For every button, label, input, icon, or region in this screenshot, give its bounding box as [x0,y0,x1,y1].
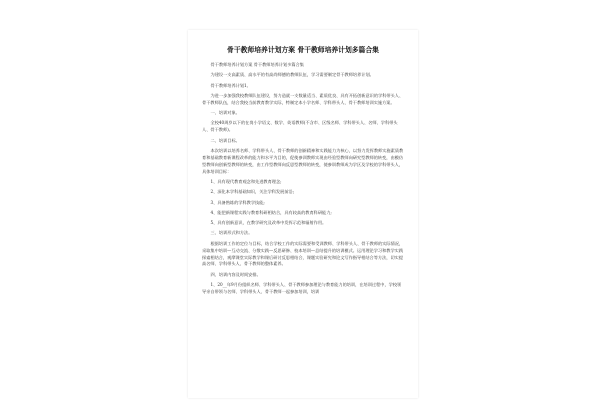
paragraph: 为建设一支高素质、高水平的有高尚师德的教师队伍，学习需要制定骨干教师培养计划。 [210,72,374,78]
list-item: 4、能把新课程实践与教育科研相结合，具有较高的教育科研能力; [210,209,332,215]
list-item: 1、具有现代教育观念和先进教育理念; [210,178,282,184]
document-page [188,30,418,398]
list-item: 2、深化本学科基础知识，关注学科发展前沿; [210,189,295,195]
paragraph: 根据培训工作的定位与目标，结合学校工作的实际需要和受训教师、学科带头人、骨干教师的实际情况，采取集中培训—互动交流、分散实践—反思研修、校本培训—总结提升的培训模式。运用理论学习和教学实践探索相结合，观摩课堂实际教学和课后研讨反思相结合，课题实验研究和论文写作指导相结合等方法，切实提高名师、学科带头人、骨干教师的整体素养。 [202,240,404,267]
document-body [202,62,404,299]
document-title: 骨干教师培养计划方案 骨干教师培养计划多篇合集 [227,46,379,54]
section-heading: 一、培训对象。 [210,110,240,116]
paragraph: 骨干教师培养计划1。 [210,82,251,88]
paragraph: 全校40周岁以下的在岗小学语文、数学、英语教师(不含市、区级名师、学科带头人、名师、学科带头人、骨干教师)。 [202,120,398,133]
section-heading: 三、培训形式和方法。 [210,230,253,236]
section-heading: 四、培训内容及时间安排。 [210,271,261,277]
paragraph: 骨干教师培养计划方案 骨干教师培养计划多篇合集 [210,62,304,67]
paragraph: 本次培训以培养名师、学科带头人、骨干教师的创新精神和实践能力为核心，以努力发挥教师实施素质教育和基础教育新课程改革的能力和水平为目的，促使参训教师实现由经验型教师向研究型教师的转变，由模仿型教师向创新型教师的转变，由工作型教师向反思型教师的转变，使参训教师成为学区及学校的学科带头人，具体培训目标： [202,147,404,174]
list-item: 3、具备熟练的学科教学技能; [210,199,265,205]
list-item: 5、具有创新意识，在教学研究及改革中发挥示范和辐射作用。 [210,220,327,226]
section-heading: 二、培训目标。 [210,137,240,143]
paragraph: 为进一步加强我校教师队伍建设，努力造就一支数量适当、素质优良、具有开拓创新意识的学科带头人、骨干教师队伍，结合我校当前教育教学实际，特制定本小学名师、学科带头人、骨干教师培训实施方案。 [202,92,404,105]
paragraph: 1、20__年9月份组织名师、学科带头人、骨干教师参加理论与教育能力的培训，在培训过程中，学校领导亲自带领与名师、学科带头人、骨干教师一起参加培训，培训 [202,282,402,294]
